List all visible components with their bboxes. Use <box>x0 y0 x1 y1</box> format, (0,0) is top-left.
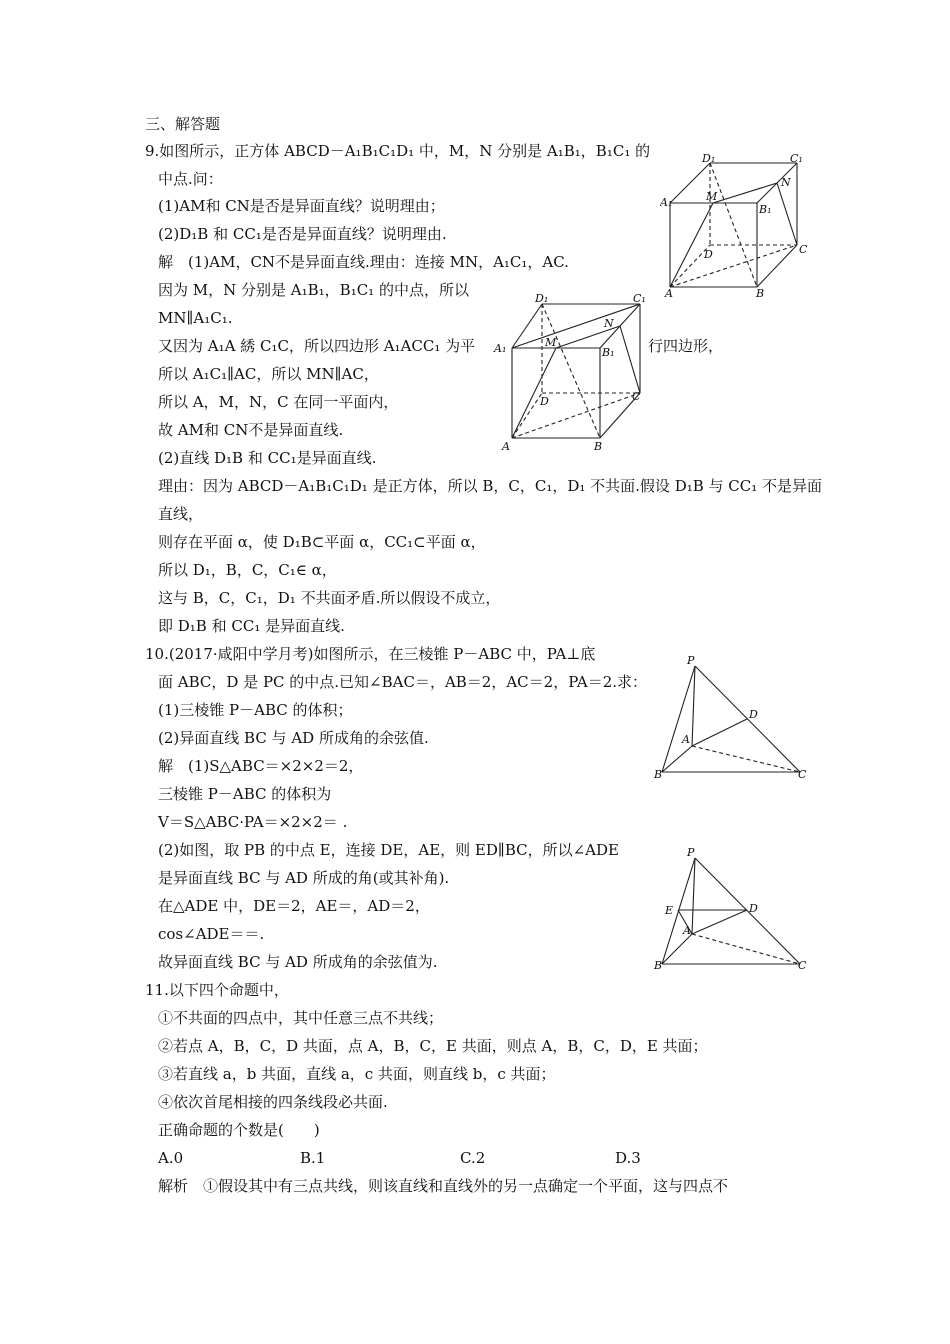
text-line: ③若直线 a，b 共面，直线 a，c 共面，则直线 b，c 共面； <box>158 1065 556 1083</box>
text-line: 又因为 A₁A 綉 C₁C，所以四边形 A₁ACC₁ 为平 <box>158 337 476 355</box>
fig-label: D <box>749 902 758 915</box>
text-line: (2)如图，取 PB 的中点 E，连接 DE，AE，则 ED∥BC，所以∠ADE <box>158 841 619 859</box>
fig-label: P <box>687 846 695 859</box>
fig-label: A₁ <box>494 342 507 355</box>
text-line: 11.以下四个命题中， <box>145 981 289 999</box>
fig-label: C₁ <box>633 292 646 305</box>
text-line: 这与 B，C，C₁，D₁ 不共面矛盾.所以假设不成立， <box>158 589 501 607</box>
text-line: 所以 A₁C₁∥AC，所以 MN∥AC， <box>158 365 379 383</box>
text-line: MN∥A₁C₁. <box>158 309 233 327</box>
text-line: 在△ADE 中，DE＝2，AE＝，AD＝2， <box>158 897 430 915</box>
fig-label: N <box>604 317 614 330</box>
text-line: 解 (1)S△ABC＝×2×2＝2， <box>158 757 364 775</box>
answer-option: A.0 <box>158 1149 184 1167</box>
text-line: 即 D₁B 和 CC₁ 是异面直线. <box>158 617 345 635</box>
fig-label: M <box>545 336 557 349</box>
text-line: 故异面直线 BC 与 AD 所成角的余弦值为. <box>158 953 438 971</box>
text-line: ②若点 A，B，C，D 共面，点 A，B，C，E 共面，则点 A，B，C，D，E 共面； <box>158 1037 708 1055</box>
fig-label: A <box>665 287 673 300</box>
fig-label: N <box>781 176 791 189</box>
text-line: cos∠ADE＝＝. <box>158 925 265 943</box>
fig-label: D₁ <box>702 152 716 165</box>
text-line: ④依次首尾相接的四条线段必共面. <box>158 1093 388 1111</box>
text-line: 正确命题的个数是( ) <box>158 1121 320 1139</box>
text-line: (2)直线 D₁B 和 CC₁是异面直线. <box>158 449 377 467</box>
fig-label: B <box>654 959 663 972</box>
text-line: 所以 A，M，N，C 在同一平面内， <box>158 393 399 411</box>
text-line: 理由：因为 ABCD－A₁B₁C₁D₁ 是正方体，所以 B，C，C₁，D₁ 不共面.假设 D₁B 与 CC₁ 不是异面 <box>158 477 823 495</box>
text-line: (1)三棱锥 P－ABC 的体积； <box>158 701 353 719</box>
fig-label: B <box>594 440 603 453</box>
text-line: (2)异面直线 BC 与 AD 所成角的余弦值. <box>158 729 429 747</box>
fig-label: E <box>665 904 674 917</box>
pyramid-figure-2 <box>650 842 810 974</box>
text-line: 故 AM和 CN不是异面直线. <box>158 421 344 439</box>
text-line: (2)D₁B 和 CC₁是否是异面直线？说明理由. <box>158 225 447 243</box>
text-line: 因为 M，N 分别是 A₁B₁，B₁C₁ 的中点，所以 <box>158 281 469 299</box>
text-line: 三、解答题 <box>145 115 221 133</box>
answer-option: B.1 <box>300 1149 326 1167</box>
text-line: 解析 ①假设其中有三点共线，则该直线和直线外的另一点确定一个平面，这与四点不 <box>158 1177 729 1195</box>
fig-label: C <box>799 243 808 256</box>
text-line: 行四边形， <box>648 337 724 355</box>
fig-label: B₁ <box>602 346 615 359</box>
fig-label: A₁ <box>660 196 673 209</box>
text-line: 面 ABC，D 是 PC 的中点.已知∠BAC＝，AB＝2，AC＝2，PA＝2.求： <box>158 673 648 691</box>
fig-label: C <box>798 768 807 781</box>
text-line: 10.(2017·咸阳中学月考)如图所示，在三棱锥 P－ABC 中，PA⊥底 <box>145 645 596 663</box>
fig-label: A <box>502 440 510 453</box>
fig-label: D <box>749 708 758 721</box>
text-line: 直线， <box>158 505 204 523</box>
fig-label: M <box>706 190 718 203</box>
text-line: 则存在平面 α，使 D₁B⊂平面 α，CC₁⊂平面 α， <box>158 533 486 551</box>
fig-label: B <box>654 768 663 781</box>
text-line: (1)AM和 CN是否是异面直线？说明理由； <box>158 197 445 215</box>
text-line: 解 (1)AM，CN不是异面直线.理由：连接 MN，A₁C₁，AC. <box>158 253 569 271</box>
cube-figure-1 <box>660 150 810 300</box>
answer-option: C.2 <box>460 1149 486 1167</box>
fig-label: C₁ <box>790 152 803 165</box>
fig-label: C <box>798 959 807 972</box>
text-line: 9.如图所示，正方体 ABCD－A₁B₁C₁D₁ 中，M，N 分别是 A₁B₁，B₁C₁ 的 <box>145 142 651 160</box>
text-line: 三棱锥 P－ABC 的体积为 <box>158 785 332 803</box>
fig-label: B <box>756 287 765 300</box>
fig-label: P <box>687 654 695 667</box>
fig-label: D₁ <box>535 292 549 305</box>
fig-label: C <box>632 390 641 403</box>
text-line: 所以 D₁，B，C，C₁∈ α， <box>158 561 337 579</box>
fig-label: D <box>540 395 549 408</box>
text-line: V＝S△ABC·PA＝×2×2＝ . <box>158 813 348 831</box>
pyramid-figure-1 <box>650 650 810 785</box>
fig-label: A <box>682 733 690 746</box>
text-line: ①不共面的四点中，其中任意三点不共线； <box>158 1009 444 1027</box>
fig-label: D <box>704 248 713 261</box>
text-line: 中点.问： <box>158 170 223 188</box>
fig-label: A <box>683 924 691 937</box>
cube-figure-2 <box>490 290 652 455</box>
fig-label: B₁ <box>759 203 772 216</box>
answer-option: D.3 <box>615 1149 641 1167</box>
text-line: 是异面直线 BC 与 AD 所成的角(或其补角). <box>158 869 450 887</box>
